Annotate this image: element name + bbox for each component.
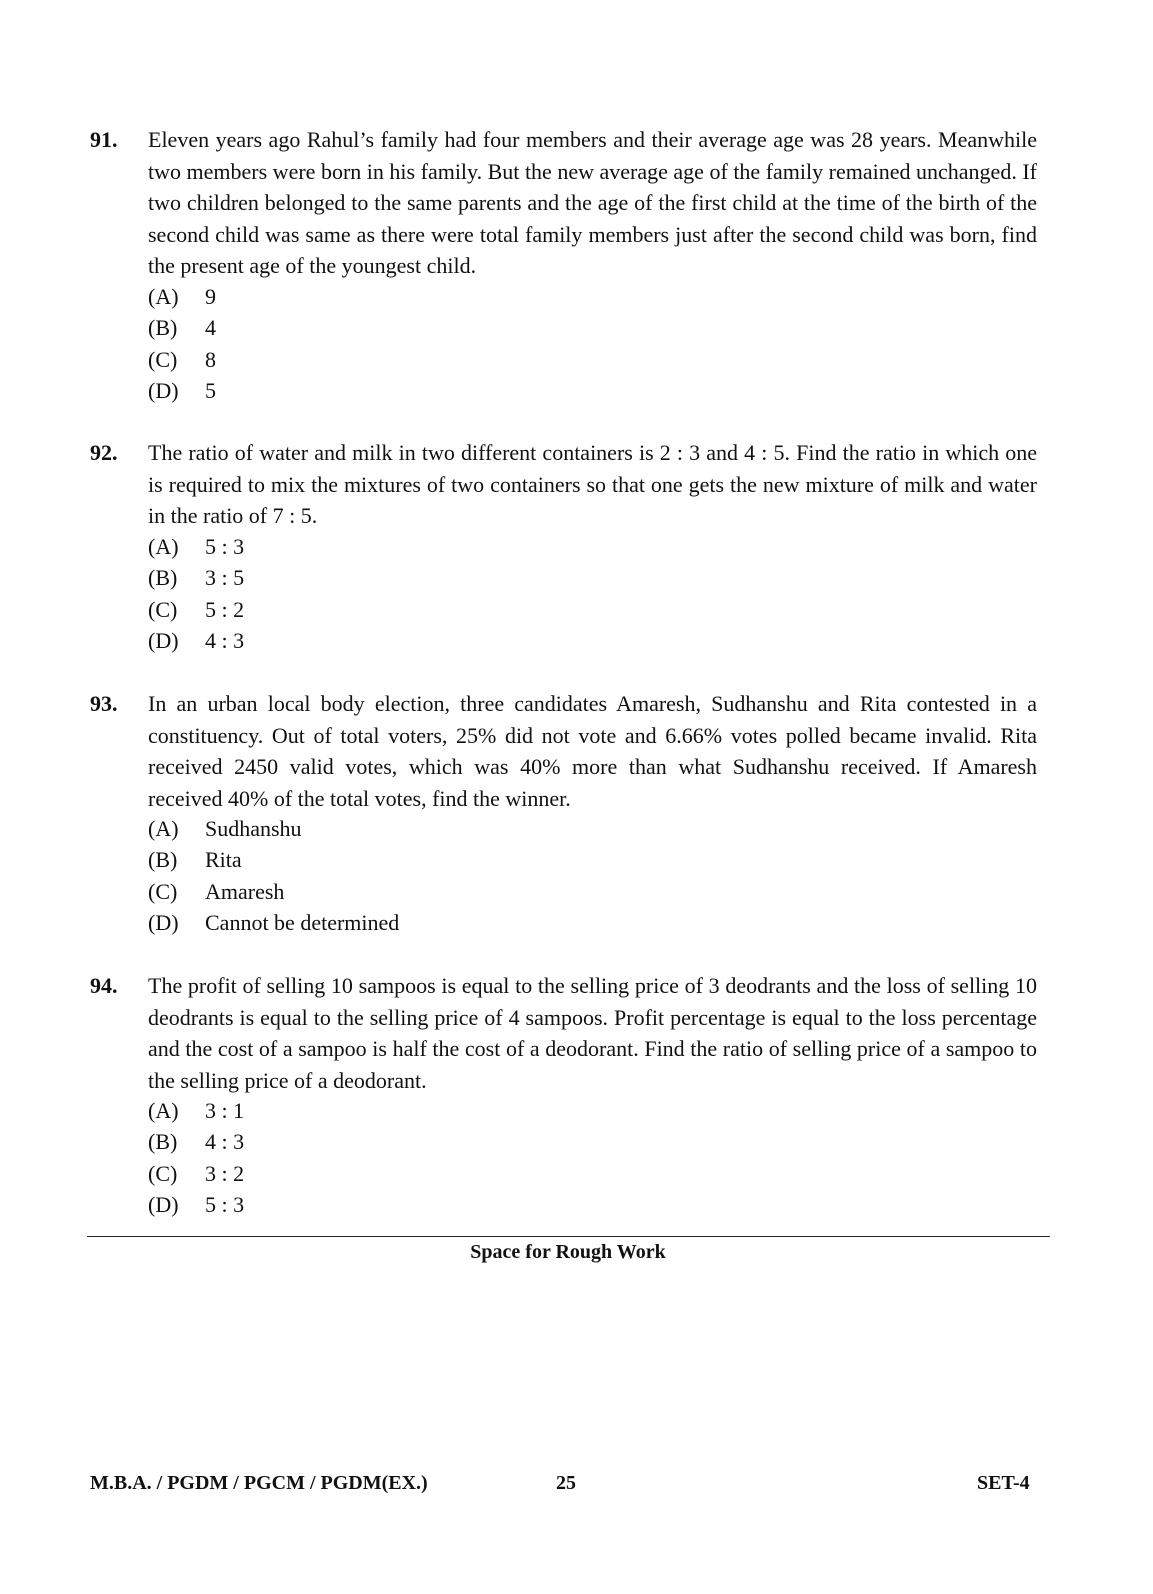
option-a xyxy=(148,813,399,844)
option-letter: (A) xyxy=(148,284,179,309)
option-text: 4 : 3 xyxy=(205,628,245,654)
options-list xyxy=(148,1095,244,1221)
question-number: 91. xyxy=(90,127,118,152)
option-d xyxy=(148,625,244,656)
option-text: 5 xyxy=(205,378,216,404)
option-letter: (A) xyxy=(148,1098,179,1123)
option-letter: (D) xyxy=(148,378,179,404)
option-text: 5 : 2 xyxy=(205,596,245,622)
rough-work-label: Space for Rough Work xyxy=(470,1241,666,1263)
option-letter: (D) xyxy=(148,628,179,654)
options-list xyxy=(148,531,244,657)
option-text: 5 : 3 xyxy=(205,534,245,559)
option-d xyxy=(148,1189,244,1220)
option-text: Cannot be determined xyxy=(205,910,400,936)
option-letter: (B) xyxy=(148,1129,178,1155)
option-letter: (B) xyxy=(148,847,178,873)
option-text: 9 xyxy=(205,284,216,309)
option-letter: (C) xyxy=(148,596,178,622)
option-letter: (D) xyxy=(148,1192,179,1218)
question-text: Eleven years ago Rahul’s family had four members and their average age was 28 years. Meanwhile two members were born in his family. But the new average age of the family remained unchanged. If two children belonged to the same parents and the age of the first child at the time of the birth of the second child was same as there were total family members just after the second child was born, find the present age of the youngest child. xyxy=(148,127,1037,278)
option-letter: (B) xyxy=(148,565,178,591)
option-letter: (D) xyxy=(148,910,179,936)
option-b xyxy=(148,312,216,343)
option-text: Sudhanshu xyxy=(205,816,302,841)
option-text: 3 : 1 xyxy=(205,1098,245,1123)
option-b xyxy=(148,844,399,875)
question-text: The ratio of water and milk in two different containers is 2 : 3 and 4 : 5. Find the ratio in which one is required to mix the mixtures of two containers so that one gets the new mixture of milk and water in the ratio of 7 : 5. xyxy=(148,440,1037,528)
option-a xyxy=(148,531,244,562)
option-text: 3 : 2 xyxy=(205,1160,245,1186)
option-text: 4 : 3 xyxy=(205,1129,245,1155)
option-text: Amaresh xyxy=(205,878,285,904)
option-c xyxy=(148,344,216,375)
option-text: 5 : 3 xyxy=(205,1192,245,1218)
option-c xyxy=(148,594,244,625)
option-letter: (A) xyxy=(148,534,179,559)
options-list xyxy=(148,281,216,407)
option-letter: (C) xyxy=(148,346,178,372)
option-d xyxy=(148,907,399,938)
question-number: 93. xyxy=(90,691,118,716)
option-text: 3 : 5 xyxy=(205,565,245,591)
option-a xyxy=(148,281,216,312)
option-a xyxy=(148,1095,244,1126)
question-text: In an urban local body election, three candidates Amaresh, Sudhanshu and Rita contested in a constituency. Out of total voters, 25% did not vote and 6.66% votes polled became invalid. Rita received 2450 valid votes, which was 40% more than what Sudhanshu received. If Amaresh received 40% of the total votes, find the winner. xyxy=(148,691,1037,811)
footer-set: SET-4 xyxy=(977,1472,1030,1494)
option-letter: (C) xyxy=(148,878,178,904)
option-letter: (B) xyxy=(148,315,178,341)
question-number: 94. xyxy=(90,973,118,998)
footer-course: M.B.A. / PGDM / PGCM / PGDM(EX.) xyxy=(90,1472,428,1494)
option-letter: (A) xyxy=(148,816,179,841)
options-list xyxy=(148,813,399,939)
option-c xyxy=(148,876,399,907)
footer-page-number: 25 xyxy=(556,1472,576,1494)
rough-work-divider xyxy=(87,1236,1050,1237)
option-letter: (C) xyxy=(148,1160,178,1186)
option-text: Rita xyxy=(205,847,242,873)
option-text: 8 xyxy=(205,346,216,372)
option-text: 4 xyxy=(205,315,216,341)
option-b xyxy=(148,1126,244,1157)
option-c xyxy=(148,1158,244,1189)
question-number: 92. xyxy=(90,440,118,465)
option-b xyxy=(148,562,244,593)
option-d xyxy=(148,375,216,406)
question-text: The profit of selling 10 sampoos is equal to the selling price of 3 deodrants and the loss of selling 10 deodrants is equal to the selling price of 4 sampoos. Profit percentage is equal to the loss percentage and the cost of a sampoo is half the cost of a deodorant. Find the ratio of selling price of a sampoo to the selling price of a deodorant. xyxy=(148,973,1037,1093)
